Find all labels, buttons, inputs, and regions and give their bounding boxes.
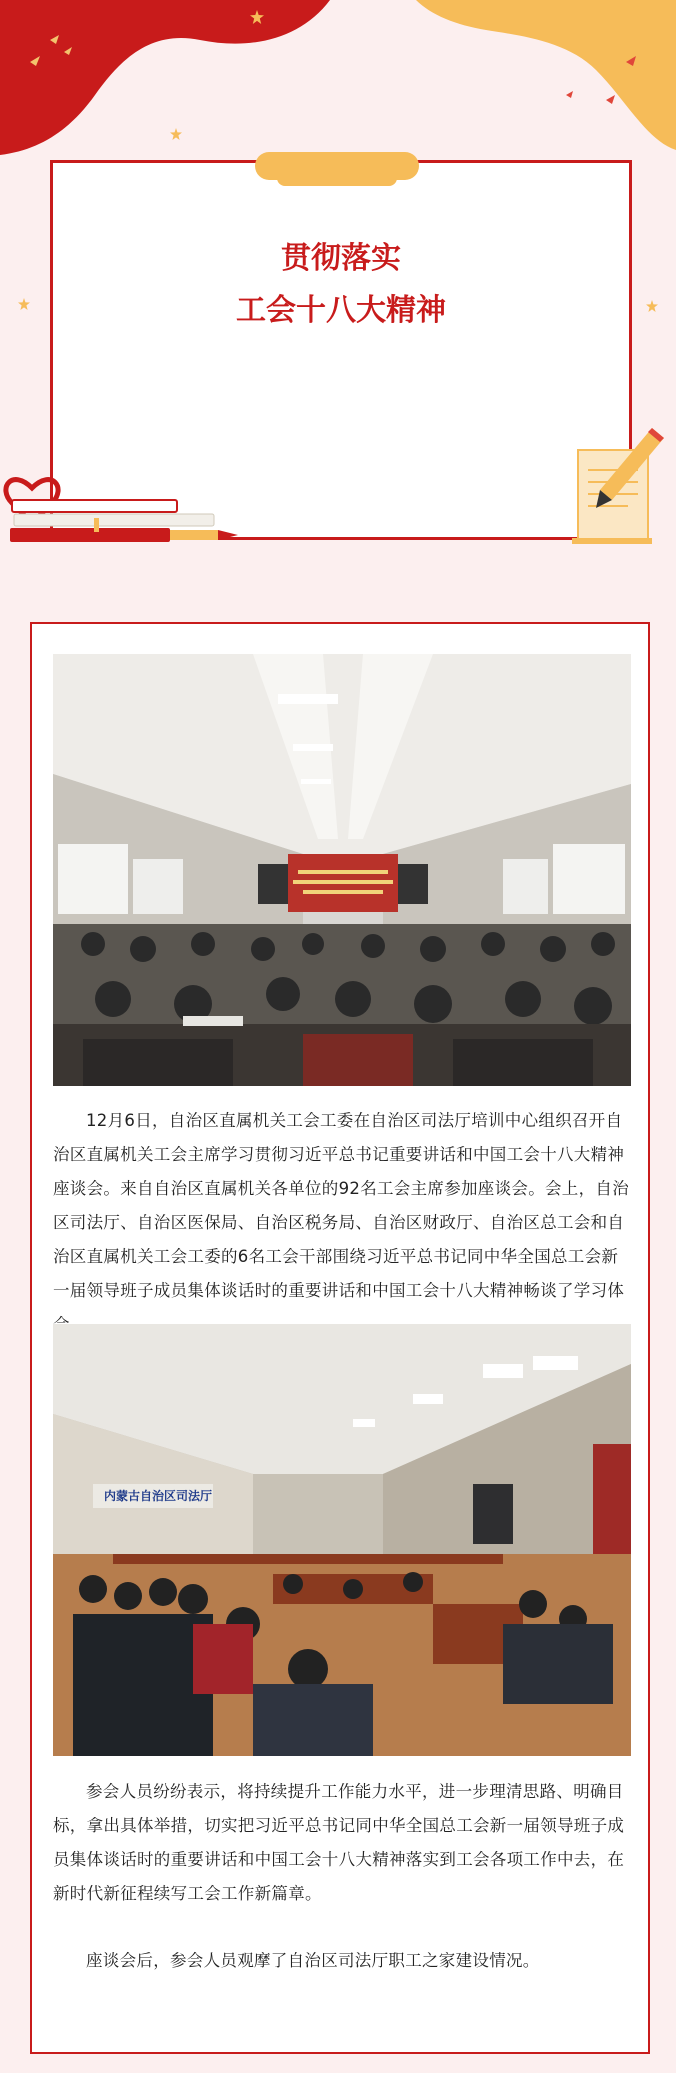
title-line-2: 工会十八大精神 <box>236 293 446 328</box>
header <box>0 0 676 580</box>
star-icon <box>170 128 182 140</box>
title-line-1: 贯彻落实 <box>281 241 401 276</box>
star-icon <box>18 298 30 310</box>
paragraph-1: 12月6日，自治区直属机关工会工委在自治区司法厅培训中心组织召开自治区直属机关工会主席学习贯彻习近平总书记重要讲话和中国工会十八大精神座谈会。来自自治区直属机关各单位的92名工会主席参加座谈会。会上，自治区司法厅、自治区医保局、自治区税务局、自治区财政厅、自治区总工会和自治区直属机关工会工委的6名工会干部围绕习近平总书记同中华全国总工会新一届领导班子成员集体谈话时的重要讲话和中国工会十八大精神畅谈了学习体 <box>53 1111 629 1300</box>
article-container <box>30 622 650 2054</box>
meeting-photo-2 <box>53 1324 631 1756</box>
star-icon <box>250 10 264 24</box>
title-tab-decoration <box>255 152 419 180</box>
building-sign: 内蒙古自治区司法厅 <box>103 1489 212 1503</box>
star-icon <box>646 300 658 312</box>
meeting-photo-1 <box>53 654 631 1086</box>
orange-wave-decoration <box>416 0 676 160</box>
heart-books-icon <box>2 448 242 548</box>
page-title <box>53 233 629 337</box>
pencil-paper-icon <box>572 420 668 550</box>
paragraph-2: 参会人员纷纷表示，将持续提升工作能力水平，进一步理清思路、明确目标，拿出具体举措，切实把习近平总书记同中华全国总工会新一届领导班子成员集体谈话时的重要讲话和中国工会十八大精神落实到工会各项工作中去，在新时代新征程续写工会工作新篇章。 <box>53 1782 625 1903</box>
paragraph-3: 座谈会后，参会人员观摩了自治区司法厅职工之家建设情况。 <box>86 1951 540 1970</box>
